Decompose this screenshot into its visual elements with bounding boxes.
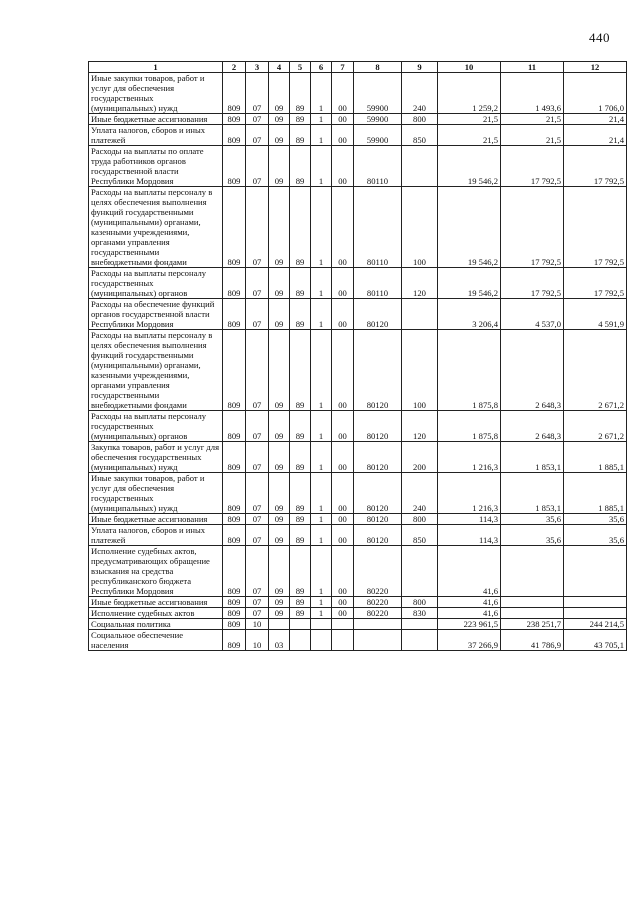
cell-c2: 809 xyxy=(223,299,246,330)
cell-c11: 41 786,9 xyxy=(501,630,564,651)
cell-c12: 35,6 xyxy=(564,514,627,525)
cell-c9: 240 xyxy=(402,73,438,114)
cell-c3: 07 xyxy=(246,473,269,514)
cell-c10: 114,3 xyxy=(438,525,501,546)
cell-c3: 07 xyxy=(246,411,269,442)
cell-c11: 1 853,1 xyxy=(501,442,564,473)
cell-c2: 809 xyxy=(223,473,246,514)
cell-c10: 1 216,3 xyxy=(438,442,501,473)
cell-c4: 03 xyxy=(269,630,290,651)
row-name: Иные бюджетные ассигнования xyxy=(89,514,223,525)
cell-c8 xyxy=(354,619,402,630)
cell-c10: 41,6 xyxy=(438,546,501,597)
cell-c2: 809 xyxy=(223,514,246,525)
cell-c9 xyxy=(402,146,438,187)
cell-c3: 07 xyxy=(246,597,269,608)
cell-c7: 00 xyxy=(332,268,354,299)
cell-c2: 809 xyxy=(223,114,246,125)
row-name: Расходы на выплаты по оплате труда работников органов государственной власти Республики Мордовия xyxy=(89,146,223,187)
cell-c2: 809 xyxy=(223,146,246,187)
cell-c10: 21,5 xyxy=(438,114,501,125)
cell-c9: 850 xyxy=(402,125,438,146)
cell-c11: 17 792,5 xyxy=(501,146,564,187)
cell-c5: 89 xyxy=(290,146,311,187)
cell-c6: 1 xyxy=(311,146,332,187)
cell-c6: 1 xyxy=(311,525,332,546)
cell-c7: 00 xyxy=(332,187,354,268)
cell-c12: 244 214,5 xyxy=(564,619,627,630)
cell-c10: 1 259,2 xyxy=(438,73,501,114)
cell-c4: 09 xyxy=(269,330,290,411)
cell-c4: 09 xyxy=(269,299,290,330)
cell-c2: 809 xyxy=(223,330,246,411)
table-row xyxy=(89,546,627,597)
row-name: Уплата налогов, сборов и иных платежей xyxy=(89,525,223,546)
cell-c6: 1 xyxy=(311,299,332,330)
cell-c6: 1 xyxy=(311,473,332,514)
col-header: 6 xyxy=(311,62,332,73)
cell-c8 xyxy=(354,630,402,651)
row-name: Исполнение судебных актов xyxy=(89,608,223,619)
row-name: Социальное обеспечение населения xyxy=(89,630,223,651)
cell-c4: 09 xyxy=(269,187,290,268)
cell-c11 xyxy=(501,597,564,608)
cell-c7: 00 xyxy=(332,411,354,442)
cell-c7: 00 xyxy=(332,299,354,330)
col-header: 4 xyxy=(269,62,290,73)
cell-c5: 89 xyxy=(290,597,311,608)
cell-c8: 59900 xyxy=(354,114,402,125)
cell-c7: 00 xyxy=(332,597,354,608)
table-row xyxy=(89,630,627,651)
cell-c4: 09 xyxy=(269,411,290,442)
cell-c11: 4 537,0 xyxy=(501,299,564,330)
table-row xyxy=(89,442,627,473)
table-row xyxy=(89,608,627,619)
cell-c5: 89 xyxy=(290,514,311,525)
cell-c5: 89 xyxy=(290,73,311,114)
cell-c7: 00 xyxy=(332,73,354,114)
cell-c9: 800 xyxy=(402,597,438,608)
cell-c7: 00 xyxy=(332,125,354,146)
cell-c5: 89 xyxy=(290,125,311,146)
cell-c6: 1 xyxy=(311,330,332,411)
cell-c10: 114,3 xyxy=(438,514,501,525)
cell-c2: 809 xyxy=(223,630,246,651)
table-row xyxy=(89,619,627,630)
cell-c2: 809 xyxy=(223,125,246,146)
table-row xyxy=(89,597,627,608)
cell-c7 xyxy=(332,619,354,630)
table-row xyxy=(89,268,627,299)
table-row xyxy=(89,411,627,442)
cell-c5 xyxy=(290,630,311,651)
cell-c5: 89 xyxy=(290,114,311,125)
cell-c12: 21,4 xyxy=(564,125,627,146)
cell-c8: 59900 xyxy=(354,73,402,114)
cell-c2: 809 xyxy=(223,187,246,268)
cell-c6: 1 xyxy=(311,546,332,597)
row-name: Исполнение судебных актов, предусматривающих обращение взыскания на средства республиканского бюджета Республики Мордовия xyxy=(89,546,223,597)
cell-c7: 00 xyxy=(332,608,354,619)
cell-c6: 1 xyxy=(311,442,332,473)
cell-c4: 09 xyxy=(269,525,290,546)
col-header: 10 xyxy=(438,62,501,73)
cell-c11: 238 251,7 xyxy=(501,619,564,630)
cell-c9: 200 xyxy=(402,442,438,473)
row-name: Иные закупки товаров, работ и услуг для обеспечения государственных (муниципальных) нужд xyxy=(89,73,223,114)
cell-c3: 10 xyxy=(246,619,269,630)
cell-c4 xyxy=(269,619,290,630)
cell-c9: 240 xyxy=(402,473,438,514)
cell-c12 xyxy=(564,546,627,597)
cell-c5: 89 xyxy=(290,546,311,597)
cell-c10: 223 961,5 xyxy=(438,619,501,630)
cell-c10: 1 875,8 xyxy=(438,411,501,442)
cell-c10: 1 875,8 xyxy=(438,330,501,411)
cell-c3: 07 xyxy=(246,146,269,187)
cell-c12: 2 671,2 xyxy=(564,330,627,411)
cell-c3: 07 xyxy=(246,514,269,525)
cell-c4: 09 xyxy=(269,473,290,514)
page-number: 440 xyxy=(589,30,610,45)
cell-c8: 80110 xyxy=(354,146,402,187)
col-header: 5 xyxy=(290,62,311,73)
cell-c9 xyxy=(402,299,438,330)
row-name: Расходы на обеспечение функций органов государственной власти Республики Мордовия xyxy=(89,299,223,330)
cell-c5: 89 xyxy=(290,330,311,411)
cell-c3: 07 xyxy=(246,187,269,268)
cell-c3: 07 xyxy=(246,330,269,411)
cell-c7: 00 xyxy=(332,146,354,187)
row-name: Уплата налогов, сборов и иных платежей xyxy=(89,125,223,146)
cell-c2: 809 xyxy=(223,525,246,546)
row-name: Расходы на выплаты персоналу государственных (муниципальных) органов xyxy=(89,268,223,299)
cell-c8: 80120 xyxy=(354,330,402,411)
row-name: Иные закупки товаров, работ и услуг для обеспечения государственных (муниципальных) нужд xyxy=(89,473,223,514)
cell-c6: 1 xyxy=(311,187,332,268)
cell-c10: 3 206,4 xyxy=(438,299,501,330)
cell-c6: 1 xyxy=(311,597,332,608)
cell-c8: 80120 xyxy=(354,299,402,330)
cell-c12 xyxy=(564,597,627,608)
cell-c4: 09 xyxy=(269,125,290,146)
cell-c9: 800 xyxy=(402,114,438,125)
cell-c5: 89 xyxy=(290,268,311,299)
table-row xyxy=(89,525,627,546)
col-header: 9 xyxy=(402,62,438,73)
cell-c10: 19 546,2 xyxy=(438,187,501,268)
row-name: Иные бюджетные ассигнования xyxy=(89,114,223,125)
cell-c5: 89 xyxy=(290,299,311,330)
cell-c8: 80220 xyxy=(354,608,402,619)
cell-c12: 2 671,2 xyxy=(564,411,627,442)
cell-c3: 07 xyxy=(246,114,269,125)
table-row xyxy=(89,299,627,330)
cell-c4: 09 xyxy=(269,608,290,619)
table-row xyxy=(89,114,627,125)
cell-c11: 1 853,1 xyxy=(501,473,564,514)
cell-c6: 1 xyxy=(311,608,332,619)
cell-c4: 09 xyxy=(269,514,290,525)
cell-c9: 800 xyxy=(402,514,438,525)
cell-c2: 809 xyxy=(223,619,246,630)
cell-c6: 1 xyxy=(311,125,332,146)
cell-c12: 21,4 xyxy=(564,114,627,125)
cell-c11: 2 648,3 xyxy=(501,411,564,442)
table-row xyxy=(89,330,627,411)
cell-c2: 809 xyxy=(223,546,246,597)
cell-c9: 830 xyxy=(402,608,438,619)
cell-c12: 35,6 xyxy=(564,525,627,546)
col-header: 3 xyxy=(246,62,269,73)
cell-c4: 09 xyxy=(269,146,290,187)
col-header: 12 xyxy=(564,62,627,73)
cell-c5: 89 xyxy=(290,442,311,473)
cell-c10: 21,5 xyxy=(438,125,501,146)
row-name: Расходы на выплаты персоналу в целях обеспечения выполнения функций государственными (муниципальными) органами, казенными учреждениями, органами управления государственными внебюджетными фондами xyxy=(89,187,223,268)
cell-c4: 09 xyxy=(269,442,290,473)
cell-c9: 100 xyxy=(402,330,438,411)
col-header: 11 xyxy=(501,62,564,73)
cell-c11 xyxy=(501,546,564,597)
cell-c12: 4 591,9 xyxy=(564,299,627,330)
cell-c2: 809 xyxy=(223,597,246,608)
cell-c6: 1 xyxy=(311,73,332,114)
cell-c2: 809 xyxy=(223,442,246,473)
cell-c12 xyxy=(564,608,627,619)
cell-c8: 80110 xyxy=(354,268,402,299)
budget-table xyxy=(88,61,627,651)
cell-c8: 80220 xyxy=(354,546,402,597)
col-header: 8 xyxy=(354,62,402,73)
cell-c12: 17 792,5 xyxy=(564,268,627,299)
cell-c11: 17 792,5 xyxy=(501,187,564,268)
row-name: Расходы на выплаты персоналу в целях обеспечения выполнения функций государственными (муниципальными) органами, казенными учреждениями, органами управления государственными внебюджетными фондами xyxy=(89,330,223,411)
table-row xyxy=(89,187,627,268)
cell-c5: 89 xyxy=(290,608,311,619)
cell-c6 xyxy=(311,619,332,630)
cell-c2: 809 xyxy=(223,73,246,114)
cell-c4: 09 xyxy=(269,597,290,608)
cell-c7: 00 xyxy=(332,546,354,597)
cell-c12: 17 792,5 xyxy=(564,187,627,268)
cell-c7: 00 xyxy=(332,442,354,473)
cell-c8: 80120 xyxy=(354,525,402,546)
table-row xyxy=(89,73,627,114)
cell-c6: 1 xyxy=(311,268,332,299)
cell-c7: 00 xyxy=(332,525,354,546)
cell-c7 xyxy=(332,630,354,651)
cell-c11: 21,5 xyxy=(501,125,564,146)
cell-c9: 850 xyxy=(402,525,438,546)
cell-c4: 09 xyxy=(269,73,290,114)
cell-c3: 07 xyxy=(246,299,269,330)
cell-c2: 809 xyxy=(223,268,246,299)
cell-c6 xyxy=(311,630,332,651)
cell-c7: 00 xyxy=(332,473,354,514)
cell-c11 xyxy=(501,608,564,619)
cell-c2: 809 xyxy=(223,608,246,619)
cell-c8: 80120 xyxy=(354,473,402,514)
cell-c12: 43 705,1 xyxy=(564,630,627,651)
cell-c5: 89 xyxy=(290,187,311,268)
cell-c8: 80120 xyxy=(354,411,402,442)
cell-c3: 07 xyxy=(246,125,269,146)
row-name: Расходы на выплаты персоналу государственных (муниципальных) органов xyxy=(89,411,223,442)
cell-c3: 07 xyxy=(246,442,269,473)
cell-c11: 35,6 xyxy=(501,525,564,546)
cell-c10: 37 266,9 xyxy=(438,630,501,651)
cell-c10: 1 216,3 xyxy=(438,473,501,514)
cell-c9: 120 xyxy=(402,268,438,299)
cell-c7: 00 xyxy=(332,330,354,411)
cell-c11: 21,5 xyxy=(501,114,564,125)
cell-c8: 80120 xyxy=(354,514,402,525)
cell-c5: 89 xyxy=(290,525,311,546)
cell-c3: 07 xyxy=(246,73,269,114)
cell-c12: 1 885,1 xyxy=(564,473,627,514)
table-row xyxy=(89,473,627,514)
cell-c7: 00 xyxy=(332,514,354,525)
cell-c10: 41,6 xyxy=(438,608,501,619)
cell-c12: 1 706,0 xyxy=(564,73,627,114)
cell-c9: 100 xyxy=(402,187,438,268)
cell-c11: 35,6 xyxy=(501,514,564,525)
row-name: Иные бюджетные ассигнования xyxy=(89,597,223,608)
cell-c10: 19 546,2 xyxy=(438,146,501,187)
col-header: 7 xyxy=(332,62,354,73)
col-header: 1 xyxy=(89,62,223,73)
cell-c11: 1 493,6 xyxy=(501,73,564,114)
cell-c3: 07 xyxy=(246,608,269,619)
cell-c8: 80110 xyxy=(354,187,402,268)
cell-c6: 1 xyxy=(311,514,332,525)
col-header: 2 xyxy=(223,62,246,73)
cell-c2: 809 xyxy=(223,411,246,442)
row-name: Закупка товаров, работ и услуг для обеспечения государственных (муниципальных) нужд xyxy=(89,442,223,473)
cell-c4: 09 xyxy=(269,114,290,125)
table-row xyxy=(89,125,627,146)
cell-c3: 07 xyxy=(246,546,269,597)
cell-c11: 17 792,5 xyxy=(501,268,564,299)
cell-c5: 89 xyxy=(290,411,311,442)
cell-c10: 41,6 xyxy=(438,597,501,608)
cell-c8: 59900 xyxy=(354,125,402,146)
cell-c5 xyxy=(290,619,311,630)
cell-c6: 1 xyxy=(311,411,332,442)
cell-c10: 19 546,2 xyxy=(438,268,501,299)
cell-c9: 120 xyxy=(402,411,438,442)
table-row xyxy=(89,514,627,525)
table-row xyxy=(89,146,627,187)
cell-c9 xyxy=(402,546,438,597)
cell-c12: 1 885,1 xyxy=(564,442,627,473)
cell-c3: 07 xyxy=(246,268,269,299)
row-name: Социальная политика xyxy=(89,619,223,630)
cell-c4: 09 xyxy=(269,268,290,299)
cell-c7: 00 xyxy=(332,114,354,125)
cell-c6: 1 xyxy=(311,114,332,125)
cell-c12: 17 792,5 xyxy=(564,146,627,187)
cell-c8: 80220 xyxy=(354,597,402,608)
cell-c5: 89 xyxy=(290,473,311,514)
table-header-row xyxy=(89,62,627,73)
cell-c9 xyxy=(402,619,438,630)
cell-c3: 07 xyxy=(246,525,269,546)
cell-c3: 10 xyxy=(246,630,269,651)
cell-c9 xyxy=(402,630,438,651)
cell-c11: 2 648,3 xyxy=(501,330,564,411)
cell-c4: 09 xyxy=(269,546,290,597)
cell-c8: 80120 xyxy=(354,442,402,473)
